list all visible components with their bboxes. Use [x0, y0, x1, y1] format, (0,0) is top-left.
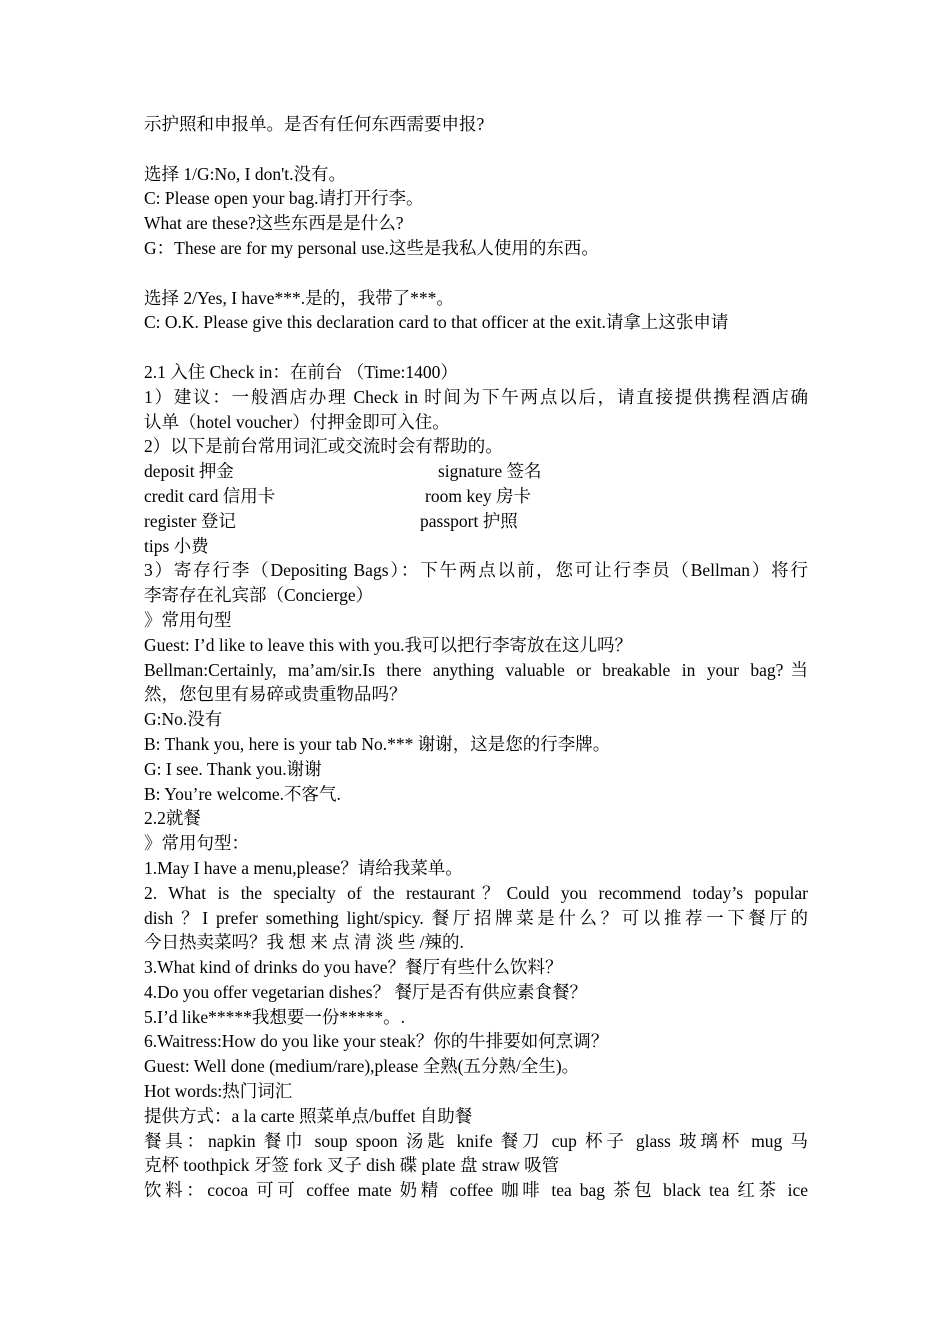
vocab-row	[144, 484, 808, 509]
vocab-term: deposit 押金	[144, 461, 234, 482]
text-line: 1.May I have a menu,please？请给我菜单。	[144, 857, 463, 878]
text-line: 2）以下是前台常用词汇或交流时会有帮助的。	[144, 436, 503, 457]
text-line: 3.What kind of drinks do you have？餐厅有些什么饮料？	[144, 957, 563, 978]
document-body	[144, 112, 808, 1203]
blank-line	[144, 137, 808, 162]
text-line: 饮料：cocoa 可可 coffee mate 奶精 coffee 咖啡 tea bag 茶包 black tea 红茶 ice	[144, 1180, 808, 1201]
text-line: 选择 2/Yes, I have***.是的，我带了***。	[144, 287, 454, 308]
text-line: G:No.没有	[144, 709, 223, 730]
vocab-term: register 登记	[144, 510, 236, 531]
text-line: 选择 1/G:No, I don't.没有。	[144, 163, 346, 184]
vocab-row	[144, 509, 808, 534]
text-line: 认单（hotel voucher）付押金即可入住。	[144, 411, 450, 432]
blank-line	[144, 335, 808, 360]
text-line: 克杯 toothpick 牙签 fork 叉子 dish 碟 plate 盘 straw 吸管	[144, 1155, 560, 1176]
section-heading: 2.2就餐	[144, 808, 201, 829]
text-line: tips 小费	[144, 535, 209, 556]
text-line: 然，您包里有易碎或贵重物品吗？	[144, 684, 407, 705]
text-line: dish ？I prefer something light/spicy. 餐厅招牌菜是什么？可以推荐一下餐厅的	[144, 907, 808, 928]
text-line: 今日热卖菜吗？我 想 来 点 清 淡 些 /辣的.	[144, 932, 464, 953]
text-line: G：These are for my personal use.这些是我私人使用的东西。	[144, 237, 599, 258]
text-line: 餐具：napkin 餐巾 soup spoon 汤匙 knife 餐刀 cup 杯子 glass 玻璃杯 mug 马	[144, 1130, 808, 1151]
text-line: 1）建议：一般酒店办理 Check in 时间为下午两点以后，请直接提供携程酒店确	[144, 386, 808, 407]
text-line: C: O.K. Please give this declaration card to that officer at the exit.请拿上这张申请	[144, 312, 729, 333]
text-line: 》常用句型：	[144, 833, 249, 854]
text-line: B: Thank you, here is your tab No.*** 谢谢，这是您的行李牌。	[144, 733, 611, 754]
text-line: 李寄存在礼宾部（Concierge）	[144, 585, 374, 606]
vocab-term: passport 护照	[420, 510, 518, 531]
vocab-term: room key 房卡	[425, 485, 531, 506]
section-heading: 2.1 入住 Check in：在前台 （Time:1400）	[144, 361, 458, 382]
text-line: G: I see. Thank you.谢谢	[144, 758, 322, 779]
text-line: Hot words:热门词汇	[144, 1081, 293, 1102]
text-line: 5.I’d like*****我想要一份*****。.	[144, 1006, 406, 1027]
text-line: B: You’re welcome.不客气.	[144, 783, 341, 804]
text-line: 》常用句型	[144, 609, 232, 630]
blank-line	[144, 261, 808, 286]
text-line: 示护照和申报单。是否有任何东西需要申报?	[144, 114, 485, 134]
text-line: Guest: Well done (medium/rare),please 全熟(五分熟/全生)。	[144, 1056, 580, 1077]
vocab-term: signature 签名	[438, 461, 542, 482]
text-line: 4.Do you offer vegetarian dishes？ 餐厅是否有供应素食餐？	[144, 981, 587, 1002]
text-line: Bellman:Certainly, ma’am/sir.Is there anything valuable or breakable in your bag?当	[144, 659, 808, 680]
vocab-term: credit card 信用卡	[144, 485, 276, 506]
text-line: 6.Waitress:How do you like your steak？你的牛排要如何烹调？	[144, 1031, 609, 1052]
text-line: What are these?这些东西是是什么?	[144, 213, 404, 234]
text-line: 提供方式：a la carte 照菜单点/buffet 自助餐	[144, 1105, 473, 1126]
vocab-row	[144, 459, 808, 484]
text-line: Guest: I’d like to leave this with you.我可以把行李寄放在这儿吗？	[144, 634, 633, 655]
text-line: C: Please open your bag.请打开行李。	[144, 188, 424, 209]
text-line: 2. What is the specialty of the restaurant？Could you recommend today’s popular	[144, 882, 808, 903]
text-line: 3）寄存行李（Depositing Bags）：下午两点以前，您可让行李员（Bellman）将行	[144, 560, 808, 581]
